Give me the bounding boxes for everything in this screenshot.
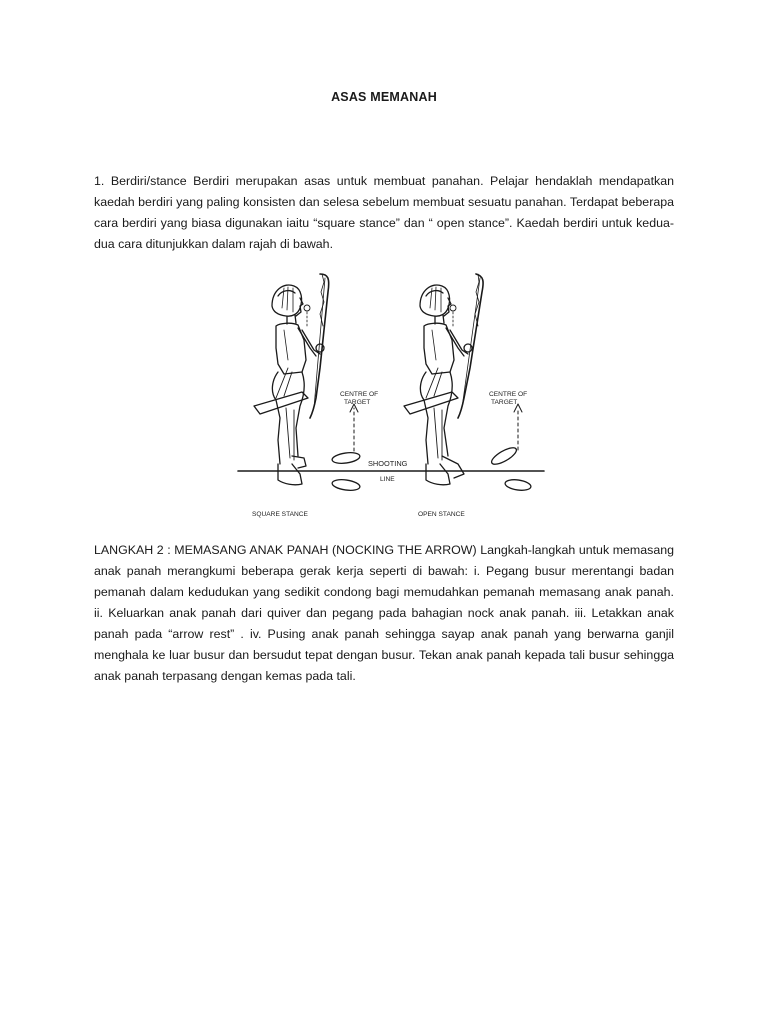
paragraph-nocking: LANGKAH 2 : MEMASANG ANAK PANAH (NOCKING THE ARROW) Langkah-langkah untuk memasang anak panah merangkumi beberapa gerak kerja seperti di bawah: i. Pegang busur merentangi badan pemanah dalam kedudukan yang sedikit condong bagi memudahkan pemanah memasang anak panah. ii. Keluarkan anak panah dari quiver dan pegang pada bahagian nock anak panah. iii. Letakkan anak panah pada “arrow rest” . iv. Pusing anak panah sehingga sayap anak panah yang berwarna ganjil menghala ke luar busur dan bersudut tepat dengan busur. Tekan anak panah kepada tali busur sehingga anak panah terpasang dengan kemas pada tali. (94, 543, 674, 683)
shooting-label: SHOOTING (368, 459, 408, 468)
archer-square-stance (254, 274, 329, 485)
centre-label-right-line1: CENTRE OF (489, 391, 528, 398)
paragraph-stance: 1. Berdiri/stance Berdiri merupakan asas untuk membuat panahan. Pelajar hendaklah mendapatkan kaedah berdiri yang paling konsisten dan selesa sebelum membuat sesuatu panahan. Terdapat beberapa cara berdiri yang biasa digunakan iaitu “square stance” dan “ open stance”. Kaedah berdiri untuk kedua-dua cara ditunjukkan dalam rajah di bawah. (94, 174, 674, 251)
line-label: LINE (380, 476, 395, 483)
footprints-square-stance (331, 404, 360, 492)
caption-open-stance: OPEN STANCE (418, 511, 465, 518)
centre-label-left-line1: CENTRE OF (340, 391, 379, 398)
footprints-open-stance (489, 404, 531, 492)
stance-illustration (232, 268, 548, 524)
caption-square-stance: SQUARE STANCE (252, 511, 308, 518)
archer-open-stance (404, 274, 483, 485)
page-title: ASAS MEMANAH (331, 90, 437, 104)
centre-label-left-line2: TARGET (344, 399, 371, 406)
stance-diagram (232, 268, 548, 524)
centre-label-right-line2: TARGET (491, 399, 518, 406)
